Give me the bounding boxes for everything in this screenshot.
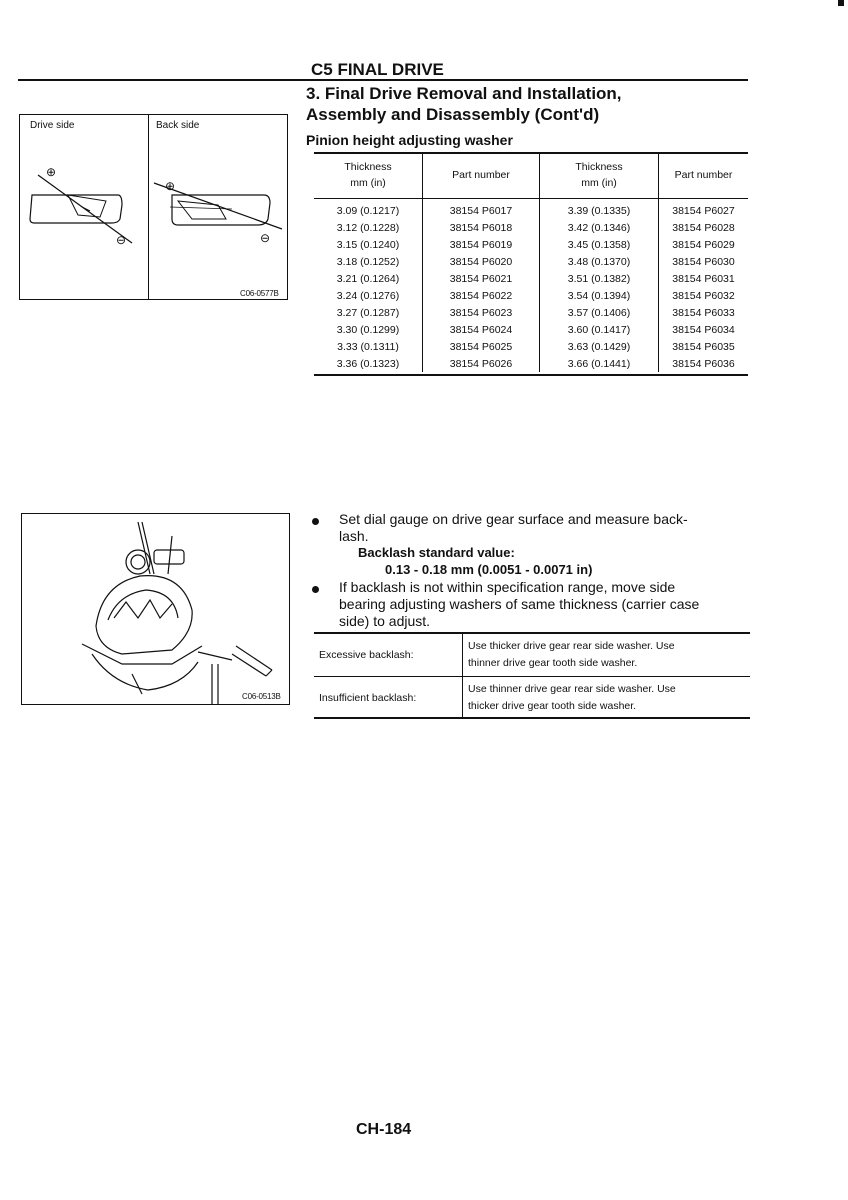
page-title: C5 FINAL DRIVE [311,60,444,79]
tooth-contact-figure [19,114,288,300]
instruction-line: lash. [339,528,369,544]
dial-gauge-figure [21,513,290,705]
backlash-table [314,634,750,719]
minus-icon: ⊖ [260,231,271,245]
instruction-line: side) to adjust. [339,613,431,629]
part-number-cell: 38154 P6031 [659,270,749,287]
thickness-header-unit: mm (in) [581,177,617,189]
backlash-action [463,634,751,677]
thickness-cell: 3.27 (0.1287) [336,306,400,319]
thickness-cell: 3.30 (0.1299) [336,323,400,336]
header-rule [18,79,748,81]
dial-gauge-illustration [22,514,290,704]
instruction-line: If backlash is not within specification range, move side [339,579,676,595]
table-row [314,270,748,287]
backlash-condition: Insufficient backlash: [319,691,417,704]
table-row [314,355,748,372]
table-bottom-rule [314,374,748,376]
part-number-cell: 38154 P6026 [423,355,540,372]
backlash-action [463,677,751,720]
corner-mark [838,0,844,6]
instruction-bullet-2 [339,579,749,630]
thickness-cell: 3.54 (0.1394) [540,287,659,304]
part-number-cell: 38154 P6022 [423,287,540,304]
backlash-action-line: thinner drive gear tooth side washer. [468,657,638,669]
thickness-cell: 3.18 (0.1252) [336,255,400,268]
part-number-header: Part number [423,152,540,199]
part-number-cell: 38154 P6032 [659,287,749,304]
instruction-bullet-1 [339,511,749,545]
table-header-row [314,152,748,199]
thickness-header-unit: mm (in) [350,177,386,189]
thickness-cell: 3.36 (0.1323) [336,357,400,370]
backlash-standard-value: 0.13 - 0.18 mm (0.0051 - 0.0071 in) [385,562,593,577]
part-number-cell: 38154 P6020 [423,253,540,270]
figure-code: C06-0577B [240,289,279,298]
thickness-cell: 3.51 (0.1382) [540,270,659,287]
section-title [306,83,746,125]
part-number-cell: 38154 P6019 [423,236,540,253]
part-number-cell: 38154 P6033 [659,304,749,321]
table-row [314,219,748,236]
thickness-cell: 3.12 (0.1228) [336,221,400,234]
minus-icon: ⊖ [116,233,127,247]
backlash-standard-label: Backlash standard value: [358,545,515,560]
washer-table [314,152,748,372]
washer-table-body [314,199,748,373]
table-row [314,634,750,677]
part-number-cell: 38154 P6018 [423,219,540,236]
part-number-cell: 38154 P6025 [423,338,540,355]
back-side-label: Back side [156,120,200,131]
backlash-action-line: thicker drive gear tooth side washer. [468,700,637,712]
table-row [314,236,748,253]
page-number: CH-184 [356,1121,412,1138]
part-number-cell: 38154 P6029 [659,236,749,253]
table-bottom-rule [314,717,750,719]
part-number-cell: 38154 P6036 [659,355,749,372]
drive-side-label: Drive side [30,120,75,131]
table-row [314,304,748,321]
part-number-cell: 38154 P6030 [659,253,749,270]
section-title-line1: 3. Final Drive Removal and Installation, [306,84,622,103]
part-number-cell: 38154 P6024 [423,321,540,338]
table-row [314,287,748,304]
figure-code: C06-0513B [242,692,281,701]
backlash-condition: Excessive backlash: [314,634,463,677]
thickness-cell: 3.09 (0.1217) [336,204,400,217]
thickness-cell: 3.60 (0.1417) [540,321,659,338]
instruction-line: bearing adjusting washers of same thickness (carrier case [339,596,700,612]
part-number-cell: 38154 P6023 [423,304,540,321]
tooth-contact-diagram [20,115,288,300]
thickness-cell: 3.45 (0.1358) [540,236,659,253]
part-number-cell: 38154 P6035 [659,338,749,355]
plus-icon: ⊕ [165,179,176,193]
thickness-cell: 3.39 (0.1335) [540,199,659,220]
plus-icon: ⊕ [46,165,57,179]
table-row [314,321,748,338]
subsection-title: Pinion height adjusting washer [306,132,513,148]
thickness-cell: 3.15 (0.1240) [336,238,400,251]
thickness-cell: 3.66 (0.1441) [540,355,659,372]
thickness-cell: 3.21 (0.1264) [336,272,400,285]
part-number-cell: 38154 P6034 [659,321,749,338]
bullet-icon [312,518,319,525]
thickness-cell: 3.48 (0.1370) [540,253,659,270]
thickness-header [540,152,659,199]
part-number-cell: 38154 P6021 [423,270,540,287]
instruction-line: Set dial gauge on drive gear surface and measure back- [339,511,688,527]
thickness-cell: 3.57 (0.1406) [540,304,659,321]
backlash-action-line: Use thicker drive gear rear side washer. Use [468,640,675,652]
bullet-icon [312,586,319,593]
table-row [314,253,748,270]
thickness-cell: 3.24 (0.1276) [336,289,400,302]
part-number-header: Part number [659,152,749,199]
part-number-cell: 38154 P6017 [423,199,540,220]
table-row [314,677,750,720]
table-row [314,338,748,355]
backlash-action-line: Use thinner drive gear rear side washer. Use [468,683,676,695]
thickness-header [314,152,423,199]
table-row [314,199,748,220]
section-title-line2: Assembly and Disassembly (Cont'd) [306,105,600,124]
part-number-cell: 38154 P6027 [659,199,749,220]
thickness-header-label: Thickness [344,161,392,173]
thickness-header-label: Thickness [575,161,623,173]
thickness-cell: 3.63 (0.1429) [540,338,659,355]
thickness-cell: 3.33 (0.1311) [337,340,399,353]
thickness-cell: 3.42 (0.1346) [540,219,659,236]
part-number-cell: 38154 P6028 [659,219,749,236]
